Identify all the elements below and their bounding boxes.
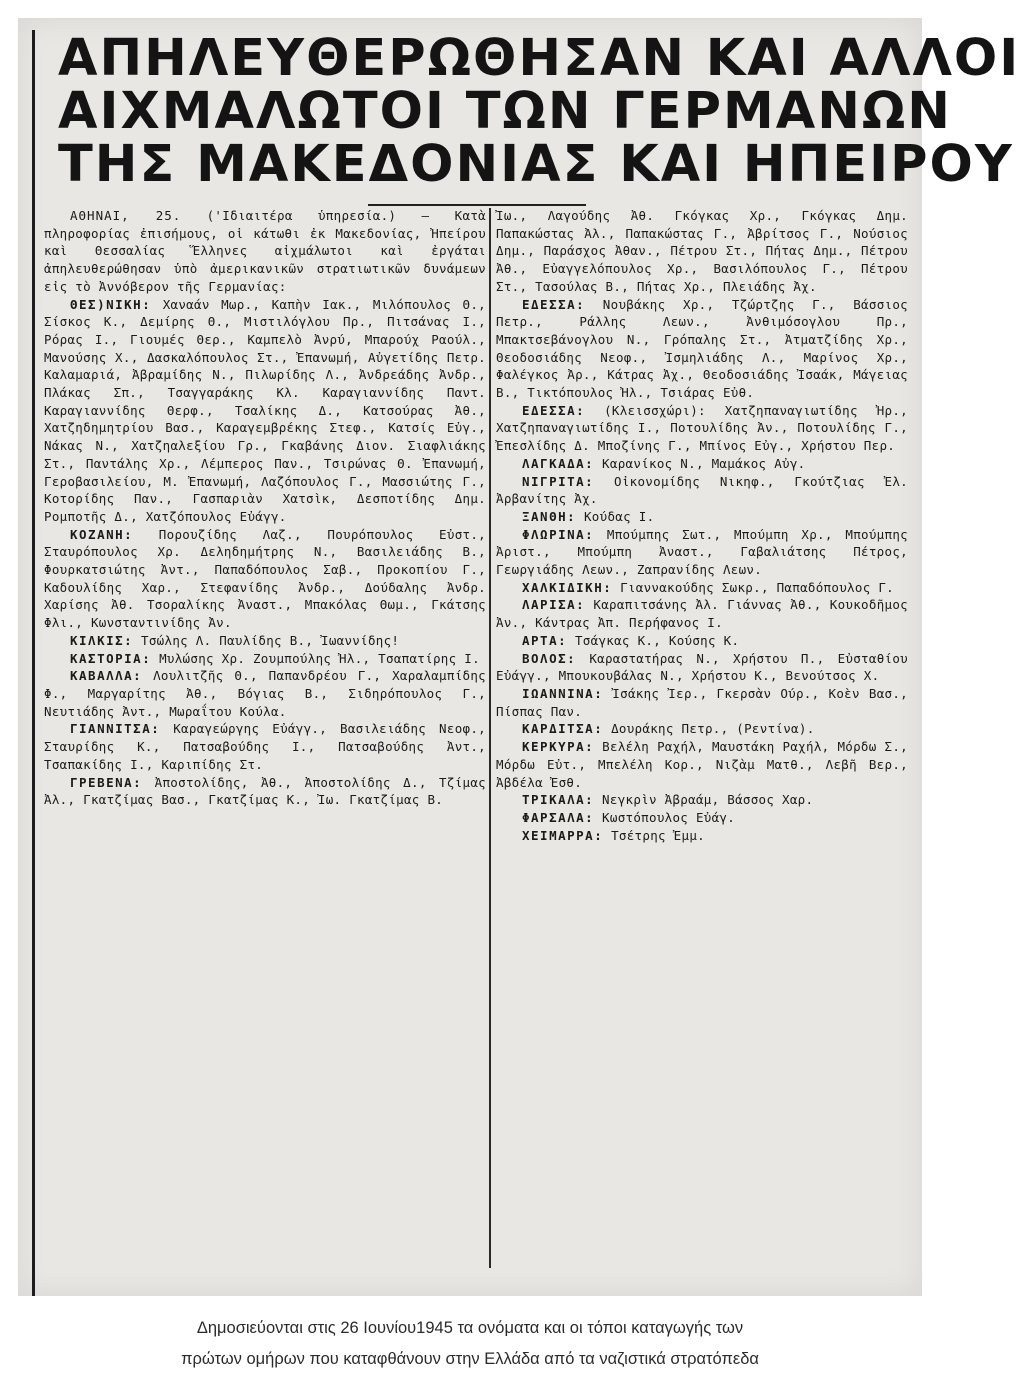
place-name: ΕΔΕΣΣΑ: (522, 402, 586, 418)
place-name: ΚΑΡΔΙΤΣΑ: (522, 721, 604, 737)
names-list: Βελέλη Ραχήλ, Μαυστάκη Ραχήλ, Μόρδω Σ., Μόρδω Εὐτ., Μπελέλη Κορ., Νιζὰμ Ματθ., Λεβῆ Βερ., Ἀβδέλα Ἐσθ. (496, 739, 908, 790)
names-list: Καραστατήρας Ν., Χρήστου Π., Εὐσταθίου Εὐάγγ., Μπουκουβάλας Ν., Χρήστου Κ., Βενούτσος Χ. (496, 650, 908, 684)
names-list: Ἀποστολίδης, Ἀθ., Ἀποστολίδης Δ., Τζίμας Ἀλ., Γκατζίμας Βασ., Γκατζίμας Κ., Ἰω. Γκατζίμας Β. (44, 774, 487, 808)
paragraph (496, 508, 908, 526)
headline-line-2: ΑΙΧΜΑΛΩΤΟΙ ΤΩΝ ΓΕΡΜΑΝΩΝ (58, 82, 952, 141)
paragraph (496, 526, 908, 579)
names-list: Ἰω., Λαγούδης Ἀθ. Γκόγκας Χρ., Γκόγκας Δημ. Παπακώστας Ἀλ., Παπακώστας Γ., Ἀβρίτσος Γ., Νούσιος Δημ., Παράσχος Ἀθαν., Πέτρου Στ., Πήτας Δημ., Πέτρου Ἀθ., Εὐαγγελόπουλος Χρ., Βασιλόπουλος Γ., Πέτρου Στ., Τασούλας Β., Πήτας Χρ., Πλειάδης Ἀχ. (496, 208, 908, 294)
place-name: ΑΘΗΝΑΙ, 25. (70, 208, 182, 223)
names-list: Χαναάν Μωρ., Καπὴν Ιακ., Μιλόπουλος Θ., Σίσκος Κ., Δεμίρης Θ., Μιστιλόγλου Πρ., Πιτσάνας Ι., Ρόρας Ι., Γιουμές Θερ., Καμπελὸ Ἀνρύ, Μπαρούχ Ραούλ., Μανούσης Χ., Δασκαλόπουλος Στ., Ἐπανωμή, Αὐγετίδης Πετρ. Καλαμαριά, Ἀβραμίδης Ν., Πιλωρίδης Λ., Ἀνδρεάδης Ἀνδρ., Πλάκας Σπ., Τσαγγαράκης Κλ. Καραγιαννίδης Παντ. Καραγιαννίδης Θερφ., Τσαλίκης Δ., Κατσούρας Ἀθ., Χατζηδημητρίου Βασ., Καραγεμβρέκης Στεφ., Κατσίς Εὐγ., Νάκας Ν., Χατζηαλεξίου Γρ., Γκαβάνης Διον. Σιαφλιάκης Στ., Παντάλης Χρ., Λέμπερος Παν., Τσιρώνας Θ. Ἐπανωμή, Γεροβασιλείου, Μ. Ἐπανωμή, Λαζόπουλος Γ., Μασσιώτης Γ., Κοτορίδης Παν., Γασπαριὰν Χατσὶκ, Δεσποτίδης Δημ. Ρομποτῆς Δ., Χατζόπουλος Εὐάγγ. (44, 296, 486, 524)
names-list: Δουράκης Πετρ., (Ρεντίνα). (611, 721, 815, 737)
place-name: ΦΑΡΣΑΛΑ: (522, 809, 595, 825)
place-name: ΕΔΕΣΣΑ: (522, 296, 586, 312)
caption-line-2: πρώτων ομήρων που καταφθάνουν στην Ελλάδα από τα ναζιστικά στρατόπεδα (181, 1350, 759, 1368)
article-column-right (496, 207, 908, 844)
paragraph (44, 632, 486, 650)
paragraph (496, 207, 908, 296)
paragraph (496, 596, 908, 631)
names-list: Καραπιτσάνης Ἀλ. Γιάννας Ἀθ., Κουκοδῆμος Ἀν., Κάντρας Ἀπ. Περήφανος Ι. (496, 597, 908, 631)
headline-line-1: ΑΠΗΛΕΥΘΕΡΩΘΗΣΑΝ ΚΑΙ ΑΛΛΟΙ (58, 29, 1020, 88)
paragraph (496, 791, 908, 809)
paragraph (496, 402, 908, 455)
place-name: ΒΟΛΟΣ: (522, 650, 577, 666)
place-name: ΑΡΤΑ: (522, 632, 568, 648)
names-list: Τσέτρης Ἐμμ. (611, 827, 705, 843)
place-name: ΚΑΣΤΟΡΙΑ: (70, 650, 152, 666)
names-list: Νουβάκης Χρ., Τζώρτζης Γ., Βάσσιος Πετρ., Ράλλης Λεων., Ἀνθιμόσογλου Πρ., Μπακτσεβάνογλου Ν., Γρόπαλης Στ., Ἀτματζίδης Χρ., Θεοδοσιάδης Νεοφ., Ἰσμηλιάδης Λ., Μαρίνος Χρ., Φαλέγκος Ἀρ., Κάτρας Ἀχ., Θεοδοσιάδης Ἰσαάκ, Μάγειας Β., Τικτόπουλος Ἠλ., Τσιάρας Εὐθ. (496, 296, 908, 401)
caption-line-1: Δημοσιεύονται στις 26 Ιουνίου1945 τα ονόματα και οι τόποι καταγωγής των (196, 1319, 744, 1337)
paragraph (496, 827, 908, 845)
paragraph (496, 738, 908, 791)
names-list: Κούδας Ι. (583, 508, 655, 524)
place-name: ΘΕΣ)ΝΙΚΗ: (70, 296, 152, 312)
names-list: Καρανίκος Ν., Μαμάκος Αὐγ. (602, 455, 806, 471)
names-list: Γιαννακούδης Σωκρ., Παπαδόπουλος Γ. (620, 579, 894, 595)
place-name: ΚΑΒΑΛΛΑ: (70, 668, 143, 684)
place-name: ΧΑΛΚΙΔΙΚΗ: (522, 579, 613, 595)
names-list: Νεγκρὶν Ἀβραάμ, Βάσσος Χαρ. (602, 792, 814, 808)
paragraph (496, 579, 908, 597)
paragraph (44, 296, 486, 526)
image-caption (0, 1313, 940, 1375)
place-name: ΚΟΖΑΝΗ: (70, 526, 134, 542)
paragraph (496, 809, 908, 827)
newspaper-clipping (18, 18, 1020, 1296)
place-name: ΚΕΡΚΥΡΑ: (522, 739, 595, 755)
headline (58, 29, 1020, 194)
names-list: (Κλεισσχώρι): Χατζηπαναγιωτίδης Ἠρ., Χατζηπαναγιωτίδης Ι., Ποτουλίδης Ἀν., Ποτουλίδης Γ., Ἐπεσλίδης Δ. Μποζίνης Γ., Μπίνος Εὐγ., Χρήστου Περ. (496, 402, 908, 454)
place-name: ΚΙΛΚΙΣ: (70, 632, 134, 648)
headline-divider (368, 204, 586, 206)
names-list: Τσώλης Λ. Παυλίδης Β., Ἰωαννίδης! (141, 632, 400, 648)
place-name: ΓΙΑΝΝΙΤΣΑ: (70, 721, 161, 737)
paragraph (44, 720, 486, 773)
place-name: ΦΛΩΡΙΝΑ: (522, 526, 595, 542)
paragraph (44, 667, 486, 720)
names-list: Πορουζίδης Λαζ., Πουρόπουλος Εὐστ., Σταυρόπουλος Χρ. Δεληδημήτρης Ν., Βασιλειάδης Β., Φουρκατσιώτης Ἀντ., Παπαδόπουλος Σαβ., Προκοπίου Γ., Καδουλίδης Χαρ., Στεφανίδης Ἀνδρ., Δούδαλης Ἀνδρ. Χαρίσης Ἀθ. Τσοραλίκης Ἀναστ., Μπακόλας Θωμ., Γκάτσης Φλι., Κωνσταντινίδης Ἀν. (44, 526, 487, 631)
column-border (32, 30, 35, 1296)
place-name: ΧΕΙΜΑΡΡΑ: (522, 827, 604, 843)
article-column-left (44, 207, 486, 809)
names-list: Κωστόπουλος Εὐάγ. (602, 809, 736, 825)
place-name: ΛΑΡΙΣΑ: (522, 597, 586, 613)
names-list: Μυλώσης Χρ. Ζουμπούλης Ἠλ., Τσαπατίρης Ι. (159, 650, 480, 666)
column-divider (489, 208, 491, 1268)
names-list: Μπούμπης Σωτ., Μπούμπη Χρ., Μπούμπης Ἀριστ., Μπούμπη Ἀναστ., Γαβαλιάτσης Πέτρος, Γεωργιάδης Λεων., Ζαπρανίδης Λεων. (496, 526, 908, 578)
place-name: ΝΙΓΡΙΤΑ: (522, 473, 595, 489)
headline-line-3: ΤΗΣ ΜΑΚΕΔΟΝΙΑΣ ΚΑΙ ΗΠΕΙΡΟΥ (58, 135, 1014, 194)
paragraph (496, 296, 908, 402)
names-list: Ἰσάκης Ἰερ., Γκερσὰν Ούρ., Κοὲν Βασ., Πίσπας Παν. (496, 685, 908, 719)
paragraph (44, 650, 486, 668)
paragraph (496, 455, 908, 473)
paragraph (496, 720, 908, 738)
paragraph (44, 207, 486, 296)
paragraph (496, 650, 908, 685)
paragraph (496, 685, 908, 720)
place-name: ΛΑΓΚΑΔΑ: (522, 455, 595, 471)
names-list: Οἰκονομίδης Νικηφ., Γκούτζιας Ἐλ. Ἀρβανίτης Ἀχ. (496, 473, 909, 507)
paragraph (44, 526, 486, 632)
place-name: ΞΑΝΘΗ: (522, 508, 577, 524)
paragraph (496, 473, 908, 508)
paragraph-text: ('Ιδιαιτέρα ὑπηρεσία.) — Κατὰ πληροφορίας ἐπισήμους, οἱ κάτωθι ἐκ Μακεδονίας, Ἠπείρου καὶ Θεσσαλίας Ἕλληνες αἰχμάλωτοι καὶ ἐργάται ἀπηλευθερώθησαν ὑπὸ ἀμερικανικῶν στρατιωτικῶν δυνάμεων εἰς τὸ Ἀννόβερον τῆς Γερμανίας: (44, 208, 486, 294)
place-name: ΙΩΑΝΝΙΝΑ: (522, 685, 604, 701)
place-name: ΓΡΕΒΕΝΑ: (70, 774, 143, 790)
paragraph (44, 774, 486, 809)
names-list: Λουλιτζῆς Θ., Παπανδρέου Γ., Χαραλαμπίδης Φ., Μαργαρίτης Ἀθ., Βόγιας Β., Σιδηρόπουλος Γ., Νευτιάδης Ἀντ., Μωραΐτου Κούλα. (44, 668, 487, 719)
names-list: Καραγεώργης Εὐάγγ., Βασιλειάδης Νεοφ., Σταυρίδης Κ., Πατσαβούδης Ι., Πατσαβούδης Ἀντ., Τσαπακίδης Ι., Καριπίδης Στ. (44, 721, 487, 772)
place-name: ΤΡΙΚΑΛΑ: (522, 792, 595, 808)
names-list: Τσάγκας Κ., Κούσης Κ. (574, 632, 740, 648)
paragraph (496, 632, 908, 650)
